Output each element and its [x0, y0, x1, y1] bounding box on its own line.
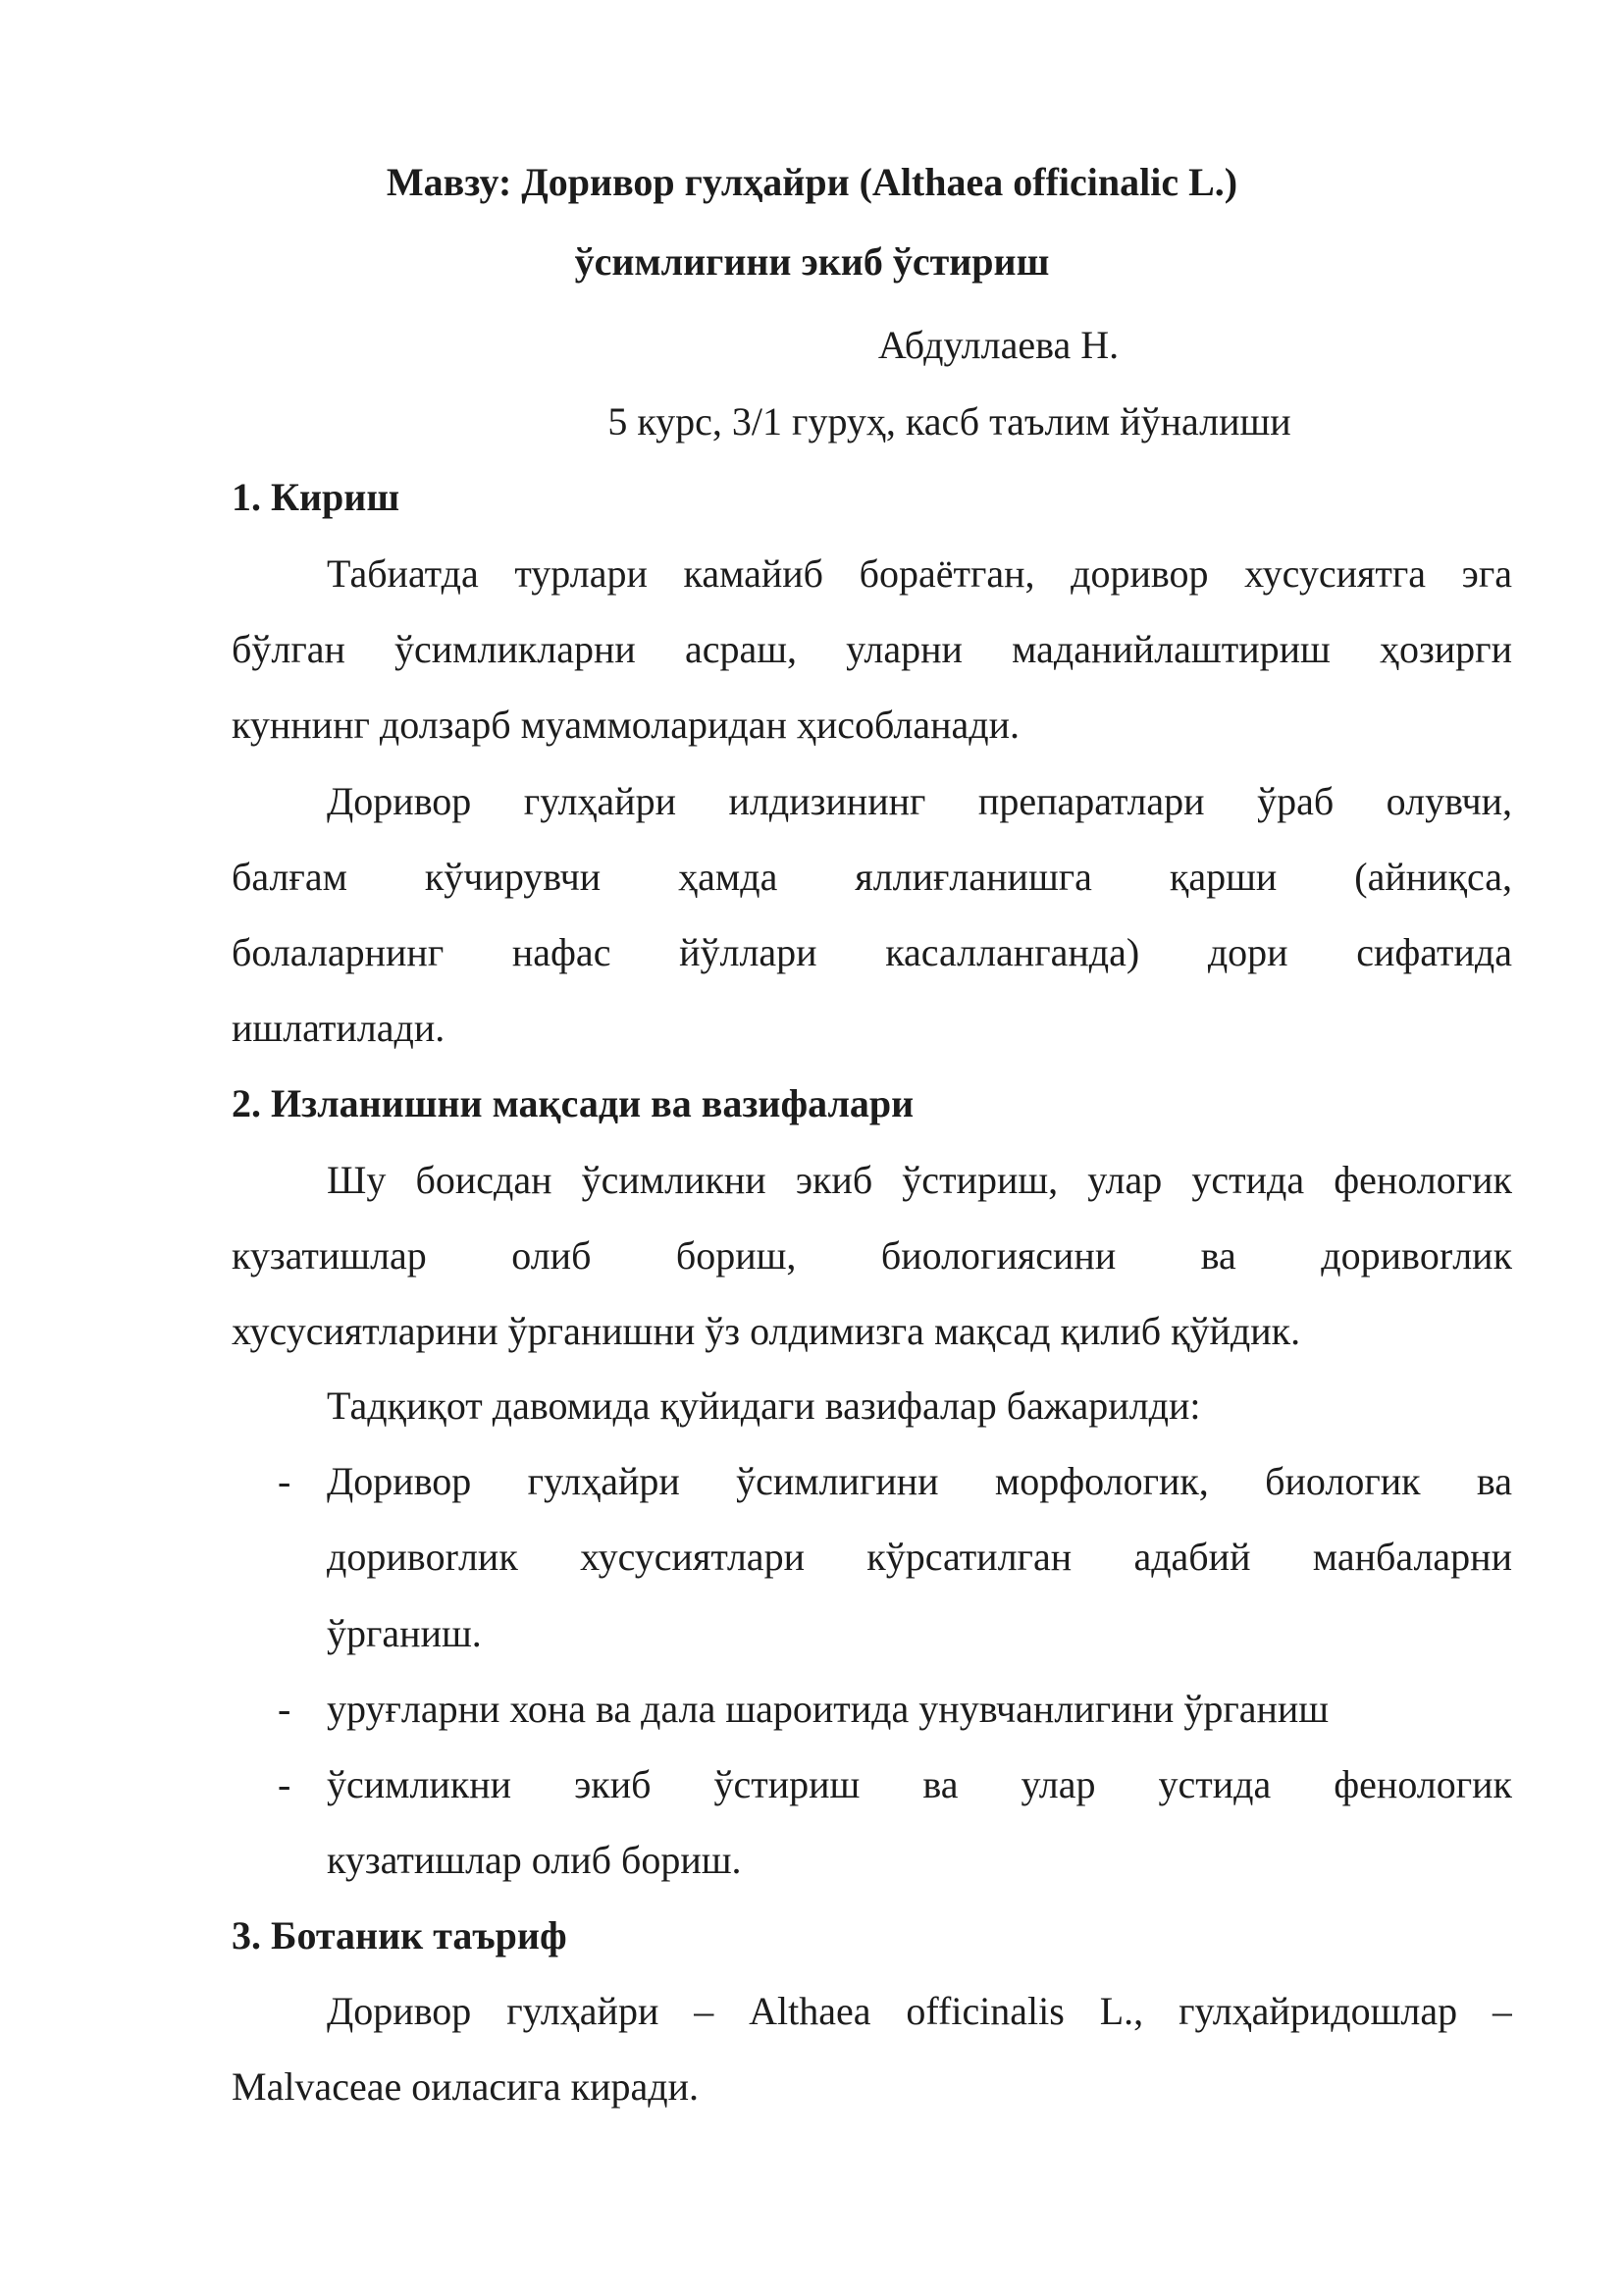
section-3-paragraph-line: Malvaceae оиласига киради.	[232, 2064, 699, 2109]
task-list-item-1-line: доривorлик хусусиятлари кўрсатилган адабий манбаларни	[327, 1535, 1512, 1579]
document-title-line-1: Мавзу: Доривор гулҳайри (Althaea officinalic L.)	[386, 160, 1238, 204]
section-1-paragraph-2-line: Доривор гулҳайри илдизининг препаратлари ўраб олувчи,	[327, 779, 1512, 823]
section-1-paragraph-1-line: куннинг долзарб муаммоларидан ҳисобланади.	[232, 703, 1021, 747]
course-info: 5 курс, 3/1 гуруҳ, касб таълим йўналиши	[607, 399, 1291, 444]
task-list-item-1-line: Доривор гулҳайри ўсимлигини морфологик, биологик ва	[327, 1459, 1512, 1503]
task-list-item-1-line: ўрганиш.	[327, 1611, 482, 1655]
task-list-item-3-line: ўсимликни экиб ўстириш ва улар устида фенологик	[327, 1762, 1512, 1806]
section-3-paragraph-line: Доривор гулҳайри – Althaea officinalis L., гулҳайридошлар –	[327, 1989, 1512, 2033]
list-bullet: -	[278, 1687, 291, 1731]
list-bullet: -	[278, 1459, 291, 1503]
section-1-paragraph-2-line: болаларнинг нафас йўллари касалланганда) дори сифатида	[232, 930, 1512, 974]
section-2-heading: 2. Изланишни мақсади ва вазифалари	[232, 1081, 915, 1125]
section-2-paragraph-1-line: хусусиятларини ўрганишни ўз олдимизга мақсад қилиб қўйдик.	[232, 1309, 1301, 1353]
section-3-heading: 3. Ботаник таъриф	[232, 1913, 567, 1957]
section-1-paragraph-1-line: бўлган ўсимликларни асраш, уларни маданийлаштириш ҳозирги	[232, 627, 1512, 671]
section-2-paragraph-1-line: Шу боисдан ўсимликни экиб ўстириш, улар устида фенологик	[327, 1158, 1512, 1202]
section-1-heading: 1. Кириш	[232, 475, 400, 519]
author-name: Абдуллаева Н.	[877, 323, 1120, 367]
document-title-line-2: ўсимлигини экиб ўстириш	[574, 239, 1050, 284]
section-1-paragraph-2-line: балғам кўчирувчи ҳамда яллиғланишга қарши (айниқса,	[232, 855, 1512, 899]
task-list-item-3-line: кузатишлар олиб бориш.	[327, 1838, 742, 1882]
section-2-paragraph-2: Тадқиқот давомида қуйидаги вазифалар бажарилди:	[327, 1383, 1201, 1428]
list-bullet: -	[278, 1762, 291, 1806]
section-1-paragraph-2-line: ишлатилади.	[232, 1006, 445, 1050]
section-1-paragraph-1-line: Табиатда турлари камайиб бораётган, доривор хусусиятга эга	[327, 551, 1512, 596]
task-list-item-2-line: уруғларни хона ва дала шароитида унувчанлигини ўрганиш	[327, 1687, 1330, 1731]
section-2-paragraph-1-line: кузатишлар олиб бориш, биологиясини ва доривorлик	[232, 1233, 1512, 1278]
